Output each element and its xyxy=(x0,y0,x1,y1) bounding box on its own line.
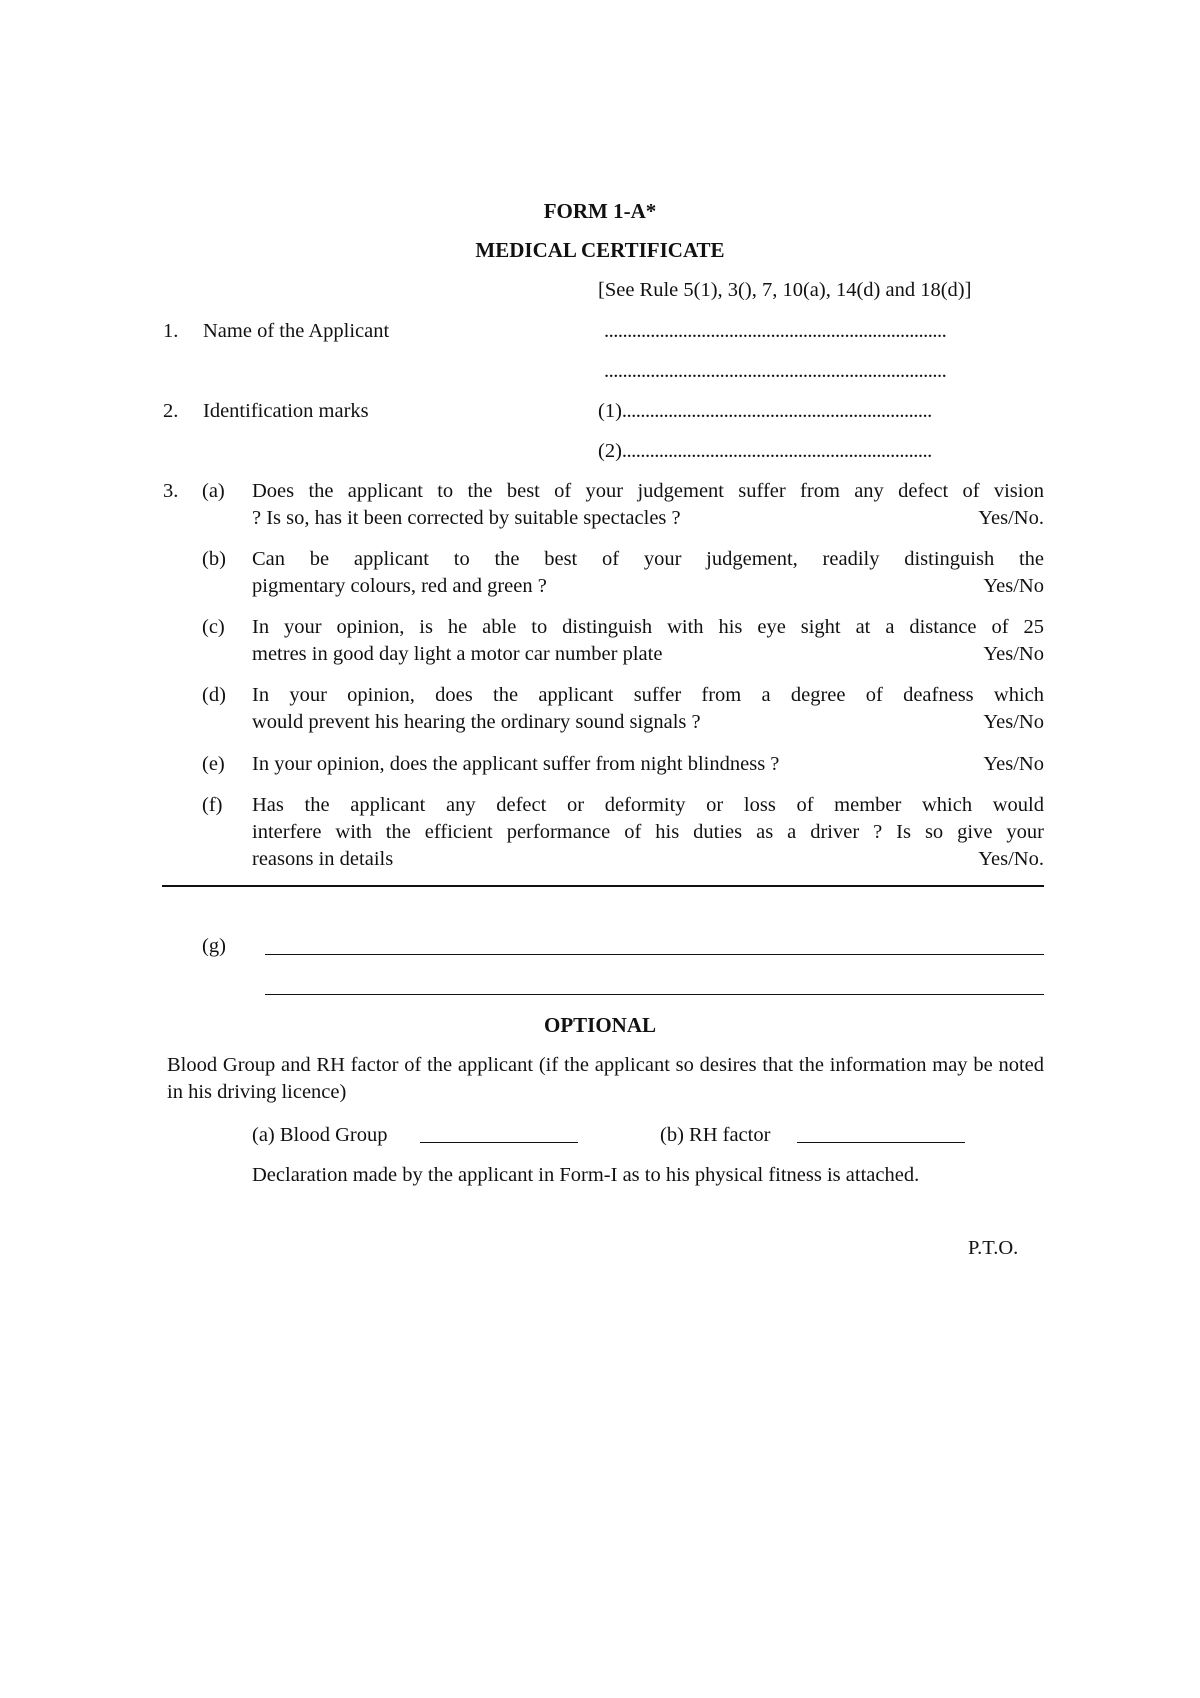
item-number-2: 2. xyxy=(163,400,179,422)
mark-1-dots: ................................................................... xyxy=(621,400,932,422)
blood-group-field[interactable] xyxy=(420,1142,578,1143)
question-a-line-1: Does the applicant to the best of your judgement suffer from any defect of vision xyxy=(252,480,1044,502)
rule-reference: [See Rule 5(1), 3(), 7, 10(a), 14(d) and 18(d)] xyxy=(598,279,972,301)
question-d-line-1: In your opinion, does the applicant suffer from a degree of deafness which xyxy=(252,684,1044,706)
question-b-answer[interactable]: Yes/No xyxy=(983,575,1044,597)
optional-heading: OPTIONAL xyxy=(543,1013,656,1037)
question-f-line-1: Has the applicant any defect or deformity or loss of member which would xyxy=(252,794,1044,816)
blood-group-label: (a) Blood Group xyxy=(252,1124,388,1146)
question-b-line-2: pigmentary colours, red and green ? xyxy=(252,575,547,597)
question-g-line-2[interactable] xyxy=(265,994,1044,995)
optional-paragraph: Blood Group and RH factor of the applicant (if the applicant so desires that the information may be noted in his driving licence) xyxy=(167,1054,1044,1103)
mark-2-dots: ................................................................... xyxy=(621,440,932,462)
rh-factor-label: (b) RH factor xyxy=(660,1124,771,1146)
question-e xyxy=(252,751,1044,778)
mark-2-prefix: (2) xyxy=(598,440,622,462)
question-g-letter: (g) xyxy=(202,935,226,957)
question-g-line-1[interactable] xyxy=(265,954,1044,955)
question-f-answer[interactable]: Yes/No. xyxy=(978,848,1044,870)
declaration-text: Declaration made by the applicant in Form-I as to his physical fitness is attached. xyxy=(252,1164,920,1186)
page-title: MEDICAL CERTIFICATE xyxy=(475,238,725,262)
question-e-answer[interactable]: Yes/No xyxy=(983,753,1044,775)
question-d-line-2: would prevent his hearing the ordinary sound signals ? xyxy=(252,711,701,733)
question-f-line-2: interfere with the efficient performance of his duties as a driver ? Is so give your xyxy=(252,821,1044,843)
rh-factor-field[interactable] xyxy=(797,1142,965,1143)
question-a-letter: (a) xyxy=(202,480,225,502)
name-field-line-2[interactable]: .......................................................................... xyxy=(604,360,947,382)
pto-label: P.T.O. xyxy=(968,1237,1019,1259)
question-d-letter: (d) xyxy=(202,684,226,706)
question-f xyxy=(252,792,1044,873)
question-e-line-1: In your opinion, does the applicant suffer from night blindness ? xyxy=(252,753,780,775)
question-c-line-1: In your opinion, is he able to distinguish with his eye sight at a distance of 25 xyxy=(252,616,1044,638)
mark-1-prefix: (1) xyxy=(598,400,622,422)
question-b-letter: (b) xyxy=(202,548,226,570)
question-c xyxy=(252,614,1044,668)
identification-mark-1-field[interactable] xyxy=(598,398,1028,425)
question-f-line-3: reasons in details xyxy=(252,848,394,870)
question-c-line-2: metres in good day light a motor car number plate xyxy=(252,643,663,665)
question-a-answer[interactable]: Yes/No. xyxy=(978,507,1044,529)
identification-marks-label: Identification marks xyxy=(203,400,369,422)
section-divider xyxy=(162,885,1044,887)
question-e-letter: (e) xyxy=(202,753,225,775)
name-field-line-1[interactable]: .......................................................................... xyxy=(604,320,947,342)
item-number-1: 1. xyxy=(163,320,179,342)
identification-mark-2-field[interactable] xyxy=(598,438,1028,465)
name-label: Name of the Applicant xyxy=(203,320,390,342)
question-d xyxy=(252,682,1044,736)
question-f-letter: (f) xyxy=(202,794,223,816)
question-d-answer[interactable]: Yes/No xyxy=(983,711,1044,733)
question-a-line-2: ? Is so, has it been corrected by suitable spectacles ? xyxy=(252,507,681,529)
question-b xyxy=(252,546,1044,600)
form-number: FORM 1-A* xyxy=(543,199,657,223)
item-number-3: 3. xyxy=(163,480,179,502)
question-c-letter: (c) xyxy=(202,616,225,638)
question-b-line-1: Can be applicant to the best of your judgement, readily distinguish the xyxy=(252,548,1044,570)
question-a xyxy=(252,478,1044,532)
question-c-answer[interactable]: Yes/No xyxy=(983,643,1044,665)
